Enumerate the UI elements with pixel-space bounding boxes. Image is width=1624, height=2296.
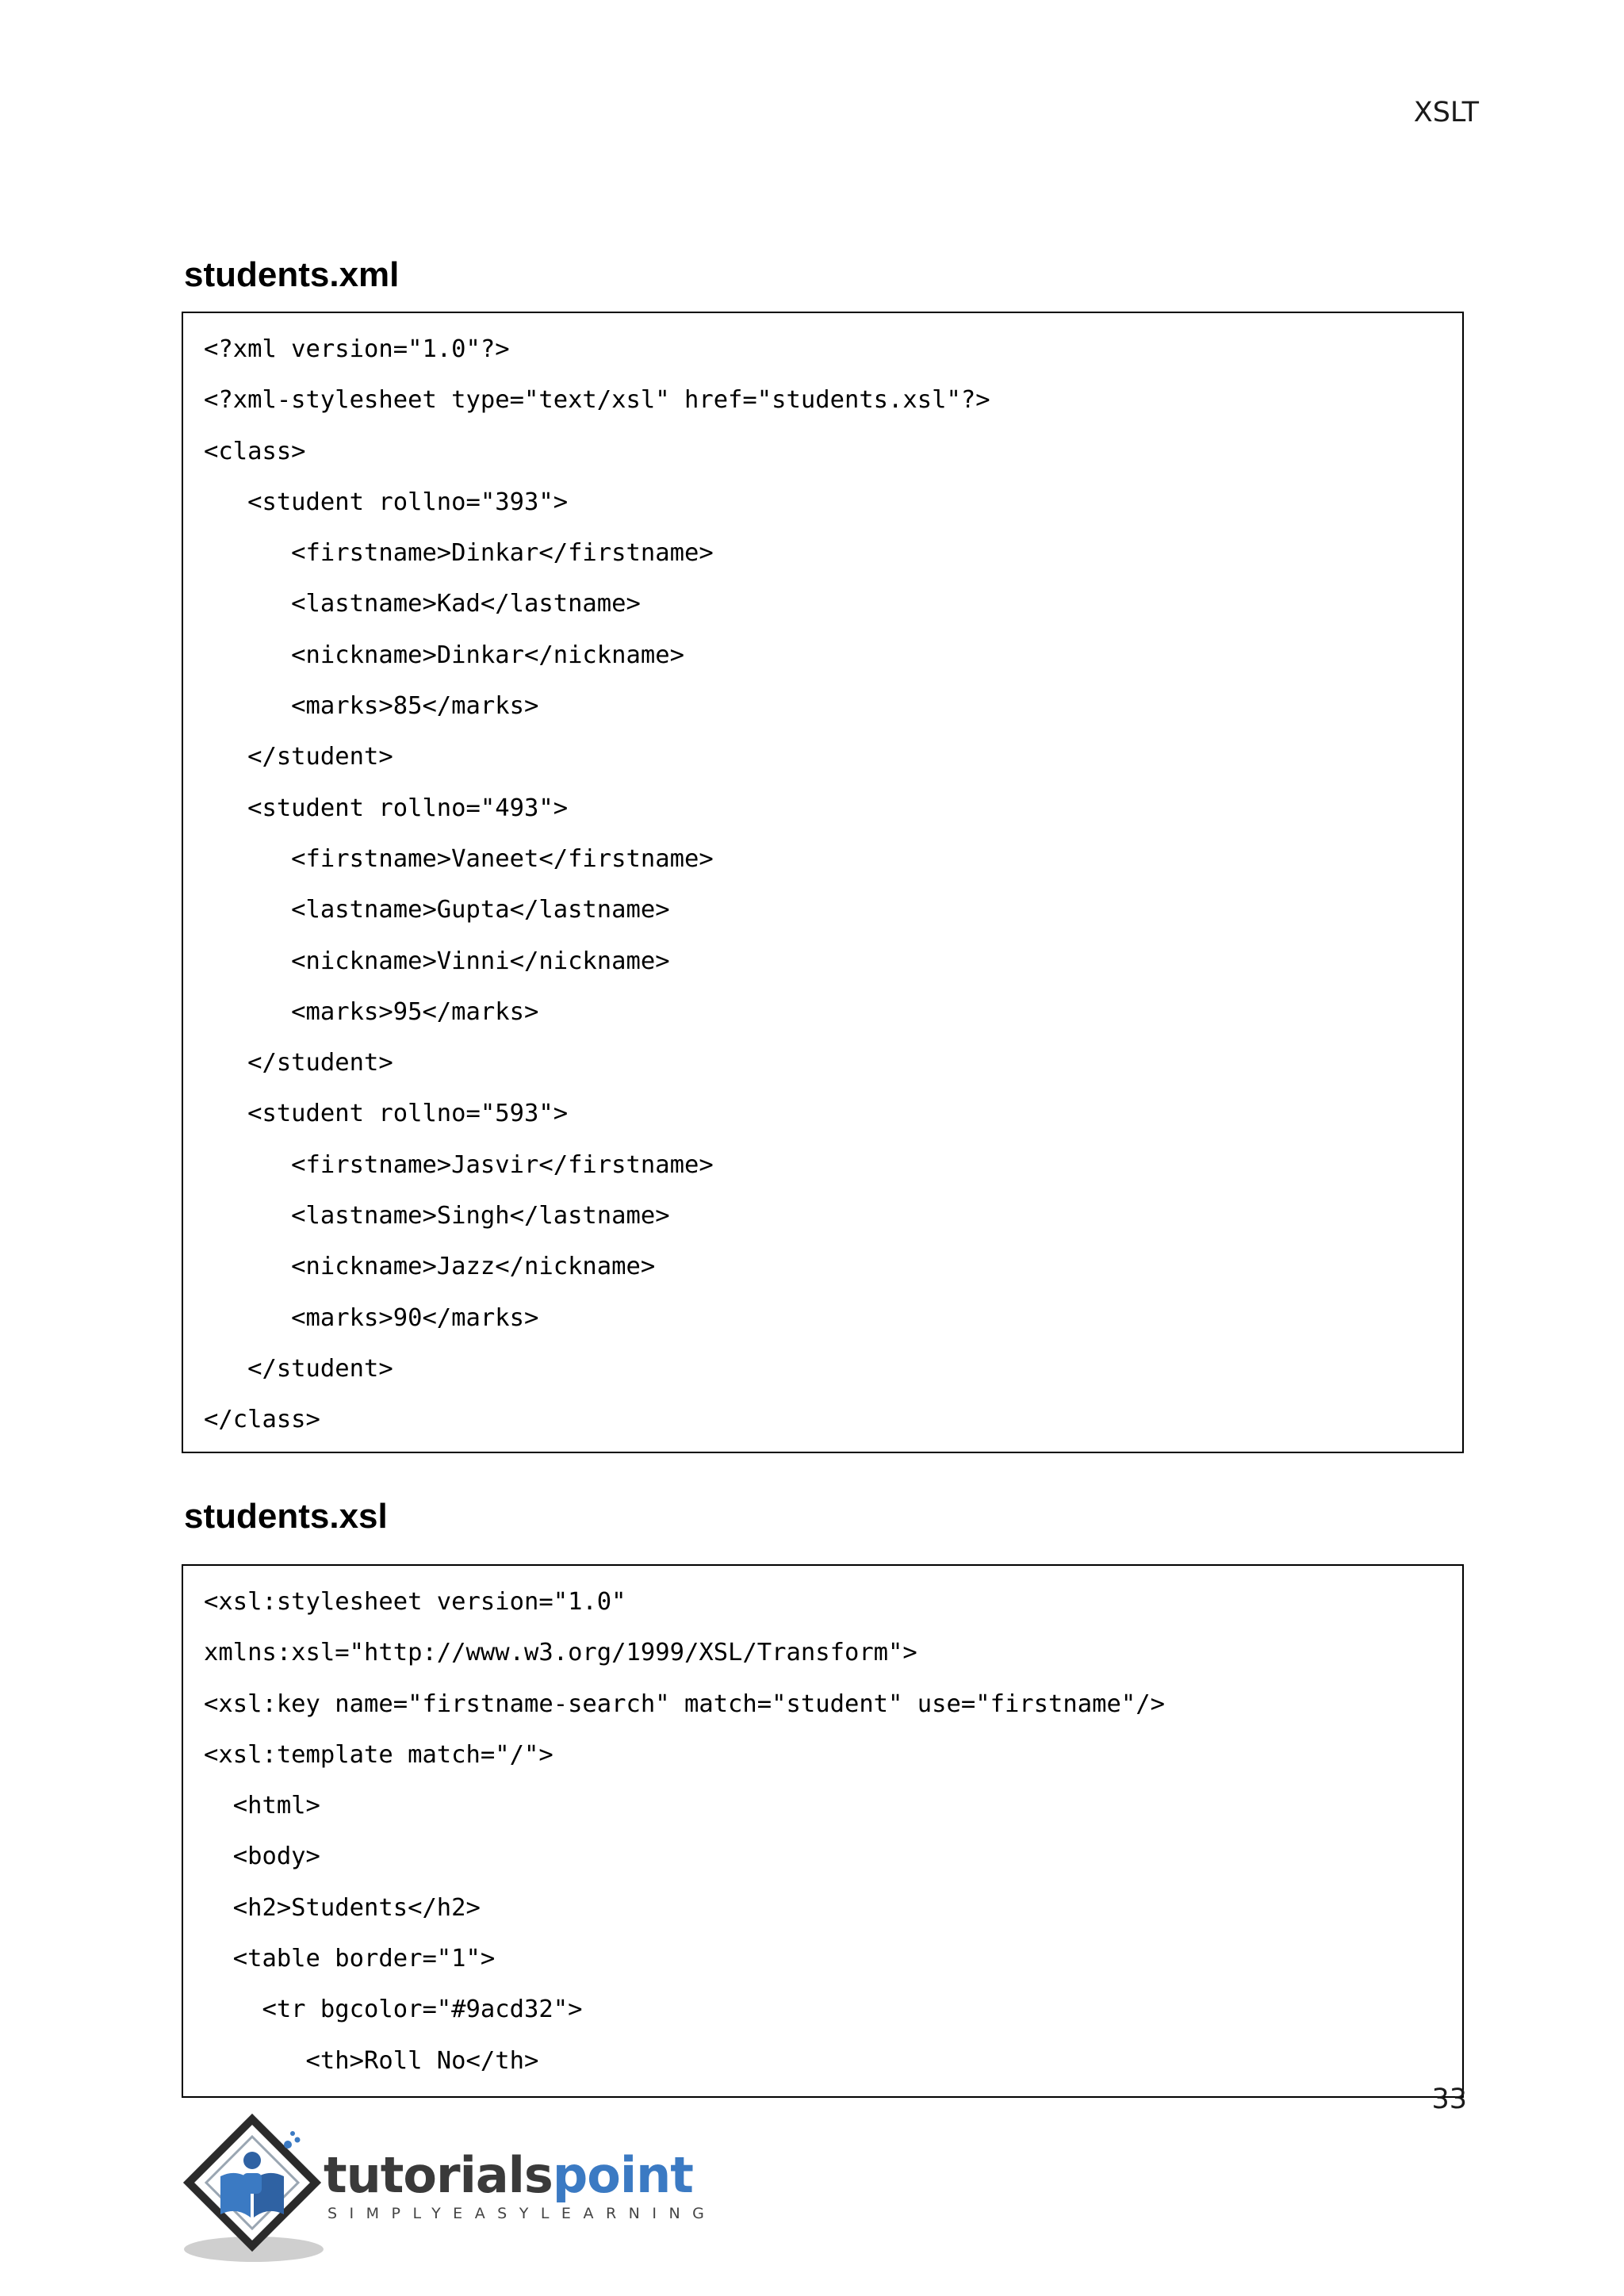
code-line: <lastname>Singh</lastname> (204, 1202, 670, 1230)
code-line: xmlns:xsl="http://www.w3.org/1999/XSL/Transform"> (204, 1639, 917, 1667)
page-number: 33 (1431, 2084, 1467, 2115)
code-line: <student rollno="393"> (204, 488, 569, 516)
logo-tagline: SIMPLYEASYLEARNING (327, 2205, 717, 2222)
code-block-students-xsl (182, 1564, 1464, 2098)
code-line: <table border="1"> (204, 1945, 496, 1973)
code-line: <lastname>Kad</lastname> (204, 590, 641, 618)
code-line: </student> (204, 1049, 393, 1077)
code-line: <xsl:stylesheet version="1.0" (204, 1588, 626, 1616)
code-line: <marks>90</marks> (204, 1303, 539, 1332)
code-line: <tr bgcolor="#9acd32"> (204, 1996, 583, 2024)
logo-word-tutorials: tutorials (324, 2146, 553, 2204)
code-line: <nickname>Vinni</nickname> (204, 947, 670, 975)
code-line: <html> (204, 1792, 320, 1820)
code-line: <th>Roll No</th> (204, 2046, 539, 2075)
code-line: </student> (204, 743, 393, 771)
section-heading-students-xml: students.xml (184, 255, 400, 294)
code-line: <student rollno="493"> (204, 794, 569, 822)
section-heading-students-xsl: students.xsl (184, 1497, 388, 1536)
logo-emblem-icon (181, 2113, 324, 2263)
running-header: XSLT (1413, 97, 1479, 128)
code-line: <lastname>Gupta</lastname> (204, 896, 670, 924)
code-line: <body> (204, 1843, 320, 1871)
code-line: <nickname>Jazz</nickname> (204, 1253, 656, 1281)
code-line: <class> (204, 437, 306, 465)
code-line: <firstname>Dinkar</firstname> (204, 539, 714, 568)
code-line: <marks>85</marks> (204, 692, 539, 721)
code-line: <h2>Students</h2> (204, 1893, 481, 1922)
tutorialspoint-logo (181, 2113, 717, 2263)
code-line: <firstname>Jasvir</firstname> (204, 1150, 714, 1179)
code-line: <xsl:template match="/"> (204, 1740, 553, 1769)
code-line: <firstname>Vaneet</firstname> (204, 844, 714, 873)
code-block-students-xml (182, 312, 1464, 1453)
code-line: </student> (204, 1354, 393, 1383)
code-line: </class> (204, 1406, 320, 1434)
code-line: <?xml version="1.0"?> (204, 335, 510, 363)
code-line: <nickname>Dinkar</nickname> (204, 641, 684, 669)
code-line: <xsl:key name="firstname-search" match="student" use="firstname"/> (204, 1689, 1165, 1718)
logo-word-point: point (552, 2146, 693, 2204)
code-line: <?xml-stylesheet type="text/xsl" href="students.xsl"?> (204, 386, 990, 415)
code-line: <student rollno="593"> (204, 1100, 569, 1128)
logo-wordmark (324, 2146, 693, 2204)
code-line: <marks>95</marks> (204, 997, 539, 1026)
